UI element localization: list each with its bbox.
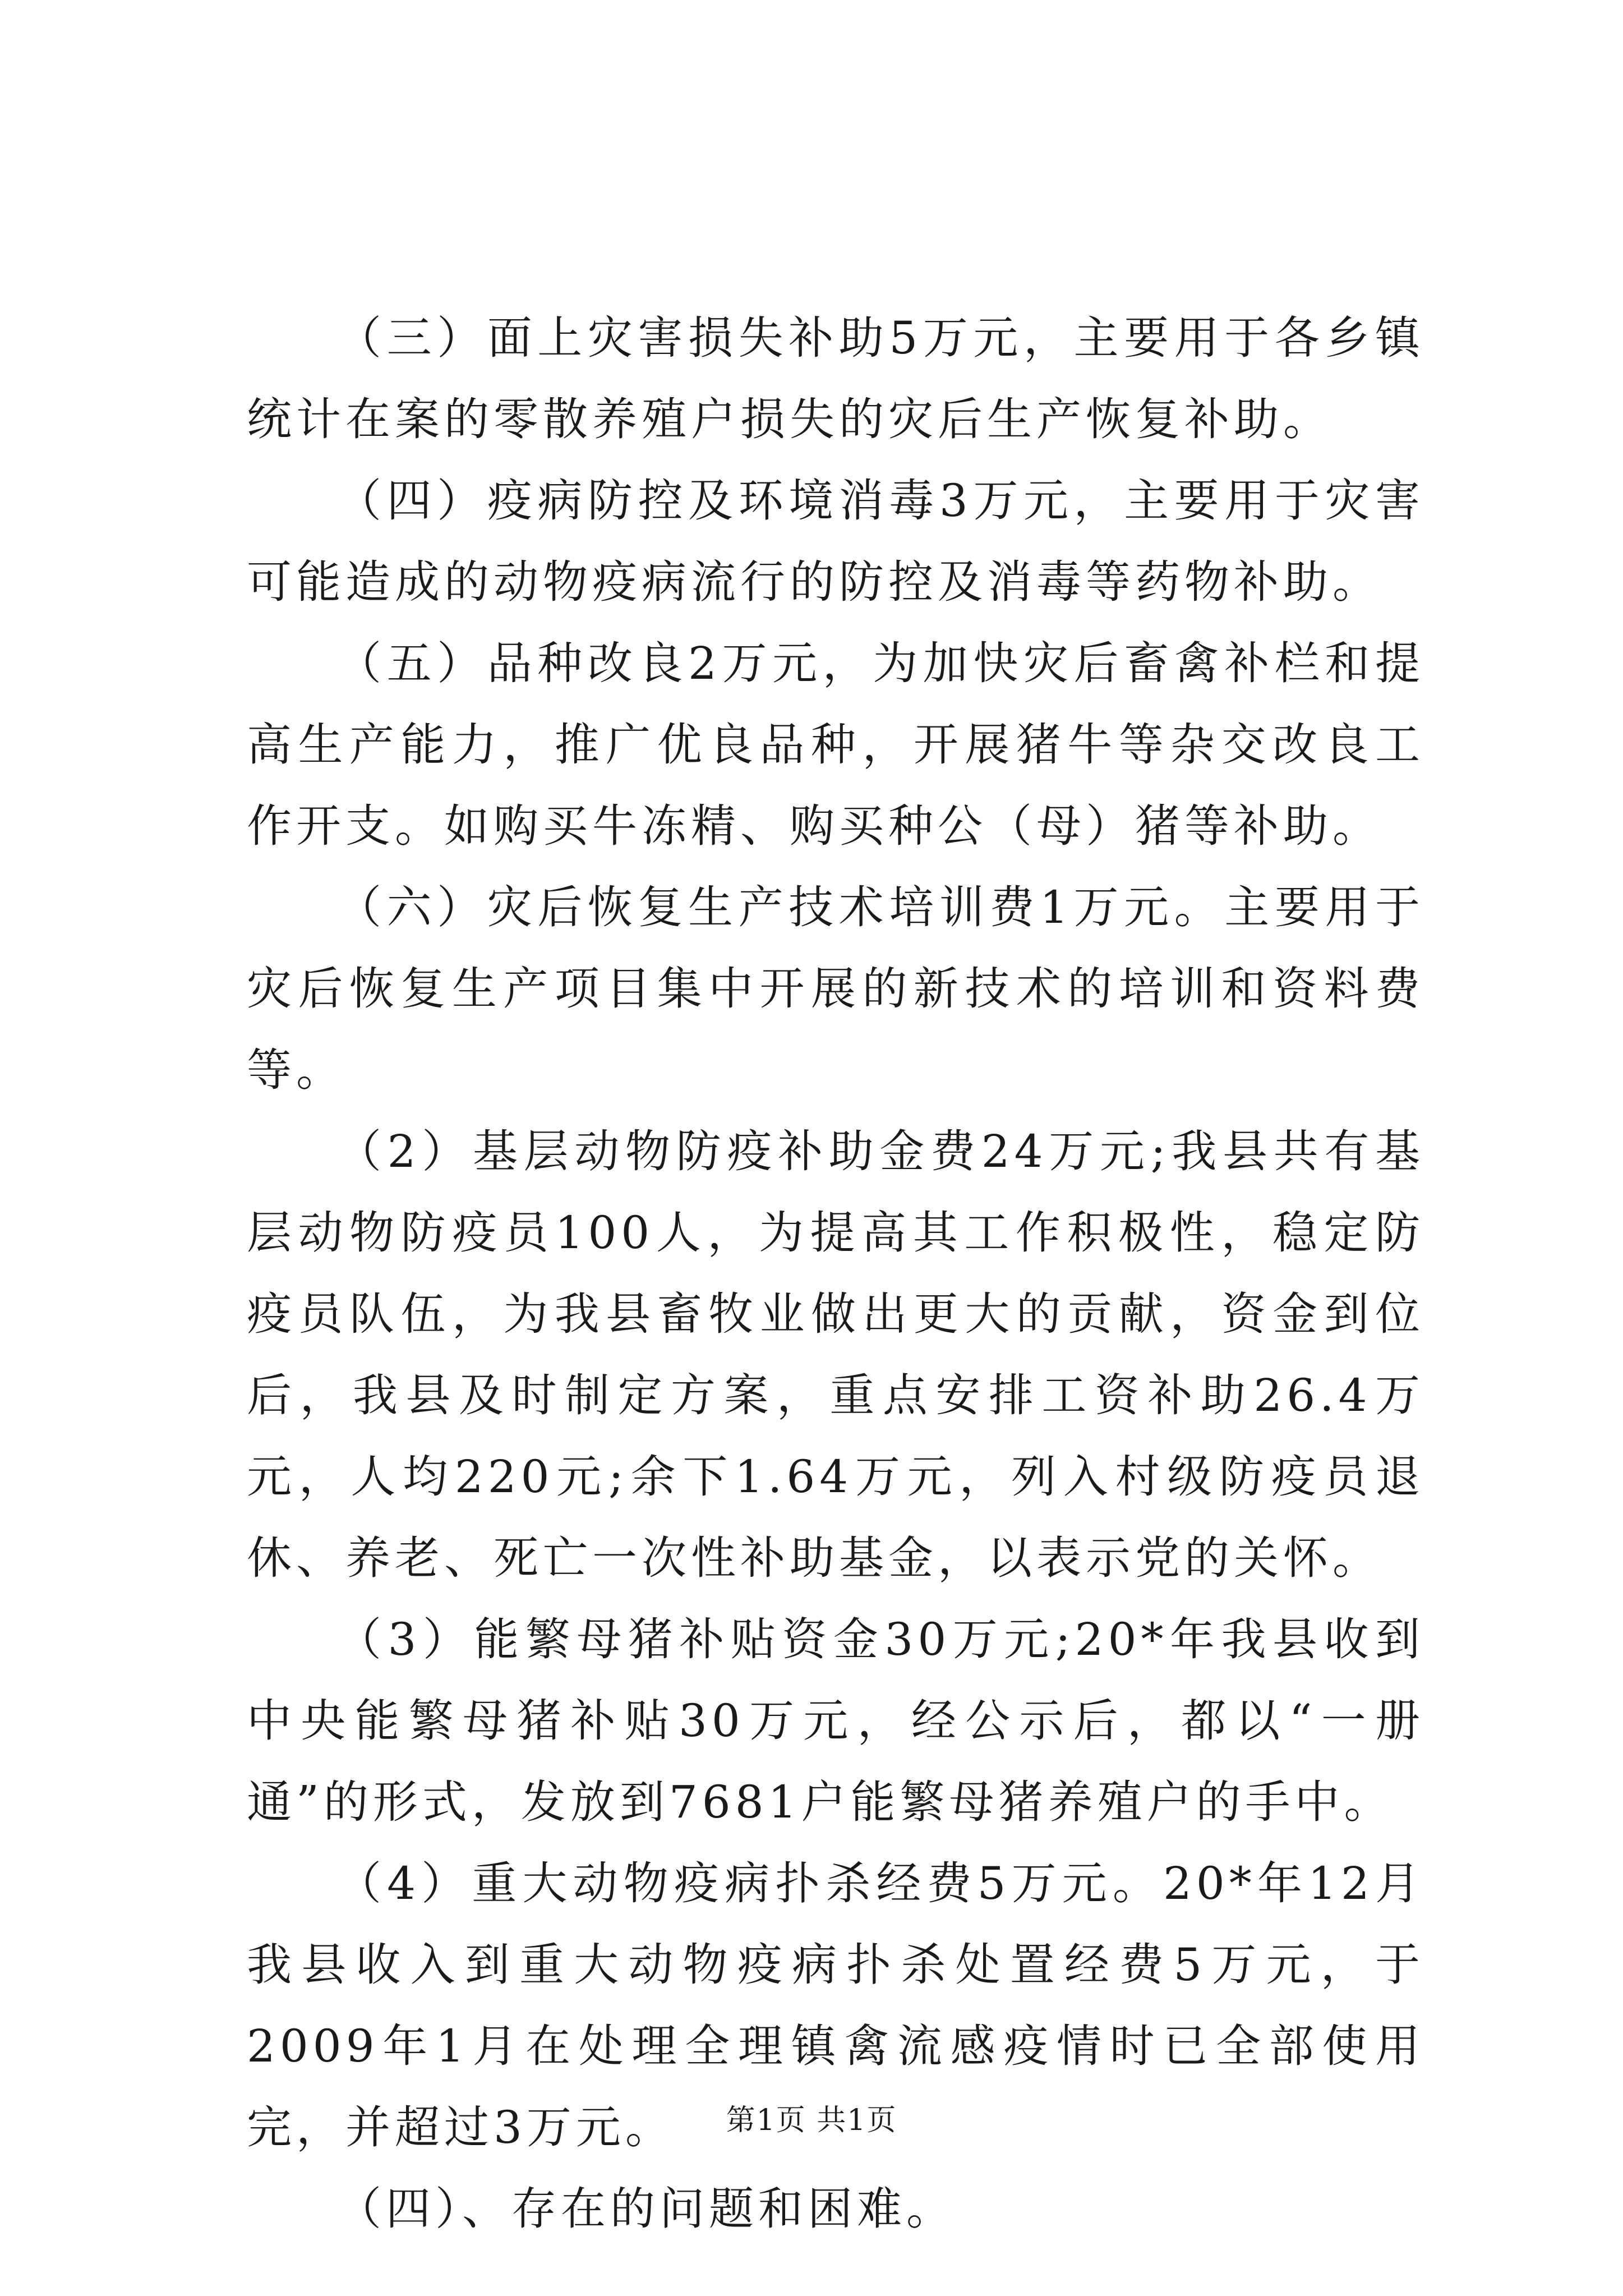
paragraph-3-sow-subsidy: （3）能繁母猪补贴资金30万元;20*年我县收到中央能繁母猪补贴30万元，经公示后，都以“一册通”的形式，发放到7681户能繁母猪养殖户的手中。: [247, 1613, 1424, 1828]
paragraph-2-epidemic-subsidy: （2）基层动物防疫补助金费24万元;我县共有基层动物防疫员100人，为提高其工作积极性，稳定防疫员队伍，为我县畜牧业做出更大的贡献，资金到位后，我县及时制定方案，重点安排工资补助26.4万元，人均220元;余下1.64万元，列入村级防疫员退休、养老、死亡一次性补助基金，以表示党的关怀。: [247, 1125, 1424, 1584]
paragraph-3-subsidy: （三）面上灾害损失补助5万元，主要用于各乡镇统计在案的零散养殖户损失的灾后生产恢复补助。: [247, 312, 1424, 445]
paragraph-5-breed-improvement: （五）品种改良2万元，为加快灾后畜禽补栏和提高生产能力，推广优良品种，开展猪牛等杂交改良工作开支。如购买牛冻精、购买种公（母）猪等补助。: [247, 637, 1424, 852]
paragraph-problems-heading: （四）、存在的问题和困难。: [336, 2183, 956, 2235]
paragraph-6-training: （六）灾后恢复生产技术培训费1万元。主要用于灾后恢复生产项目集中开展的新技术的培训和资料费等。: [247, 881, 1424, 1096]
paragraph-4-disease-control: （四）疫病防控及环境消毒3万元，主要用于灾害可能造成的动物疫病流行的防控及消毒等药物补助。: [247, 475, 1424, 608]
document-body: [247, 297, 1424, 2249]
paragraph-4-culling-funds: （4）重大动物疫病扑杀经费5万元。20*年12月我县收入到重大动物疫病扑杀处置经费5万元，于2009年1月在处理全理镇禽流感疫情时已全部使用完，并超过3万元。: [247, 1857, 1424, 2154]
page-footer: 第1页 共1页: [726, 2104, 897, 2137]
